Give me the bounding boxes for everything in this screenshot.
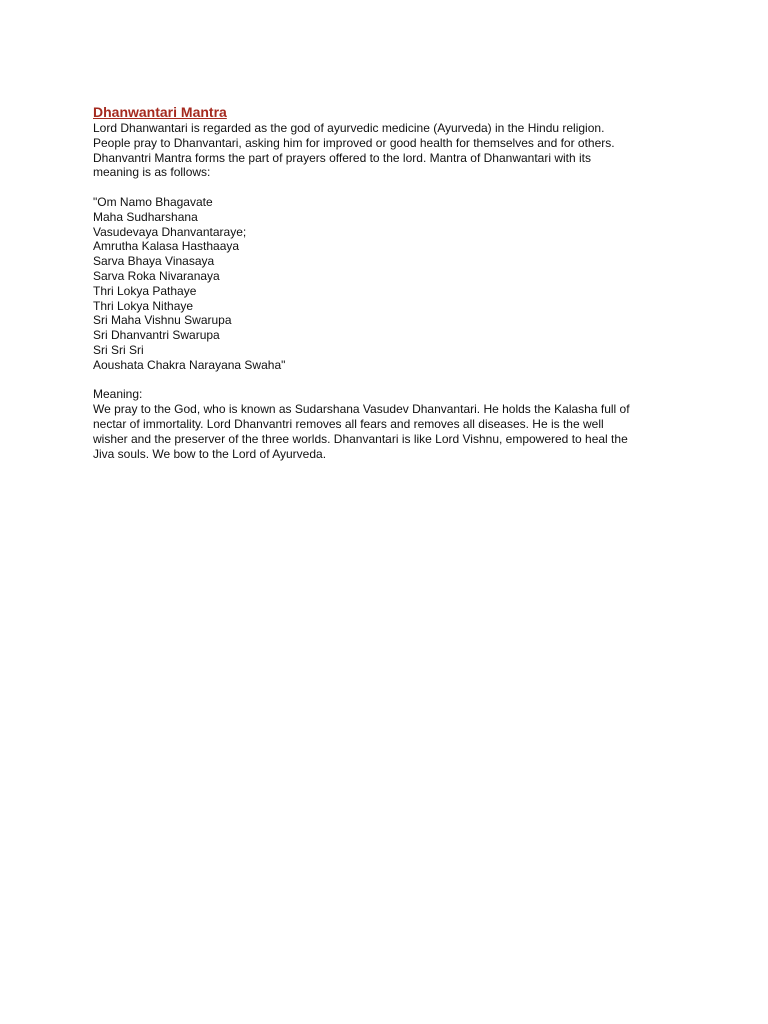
meaning-heading: Meaning: (93, 387, 143, 402)
paragraph-spacer (93, 373, 683, 388)
intro-line: Dhanvantri Mantra forms the part of prayers offered to the lord. Mantra of Dhanwantari with its (93, 150, 592, 165)
mantra-line: Amrutha Kalasa Hasthaaya (93, 239, 240, 254)
intro-paragraph (93, 121, 683, 180)
mantra-line: Aoushata Chakra Narayana Swaha" (93, 357, 286, 372)
mantra-line: Thri Lokya Pathaye (93, 283, 197, 298)
mantra-line: Sarva Roka Nivaranaya (93, 268, 220, 283)
intro-line: Lord Dhanwantari is regarded as the god of ayurvedic medicine (Ayurveda) in the Hindu religion. (93, 121, 605, 135)
mantra-line: Vasudevaya Dhanvantaraye; (93, 224, 247, 239)
mantra-line: Sri Maha Vishnu Swarupa (93, 313, 232, 328)
mantra-line: Sri Sri Sri (93, 342, 144, 357)
document-title: Dhanwantari Mantra (93, 104, 227, 120)
paragraph-spacer (93, 180, 683, 195)
meaning-line: nectar of immortality. Lord Dhanvantri removes all fears and removes all diseases. He is the well (93, 416, 604, 431)
intro-line: meaning is as follows: (93, 165, 211, 180)
meaning-line: wisher and the preserver of the three worlds. Dhanvantari is like Lord Vishnu, empowered to heal the (93, 431, 628, 446)
mantra-line: Thri Lokya Nithaye (93, 298, 194, 313)
mantra-line: "Om Namo Bhagavate (93, 194, 213, 209)
mantra-line: Sarva Bhaya Vinasaya (93, 254, 215, 269)
mantra-line: Maha Sudharshana (93, 209, 198, 224)
meaning-line: Jiva souls. We bow to the Lord of Ayurveda. (93, 446, 327, 461)
mantra-line: Sri Dhanvantri Swarupa (93, 328, 220, 343)
intro-line: People pray to Dhanvantari, asking him for improved or good health for themselves and for others. (93, 135, 615, 150)
meaning-section (93, 387, 683, 461)
mantra-verse (93, 195, 683, 373)
document-page (93, 103, 683, 461)
meaning-line: We pray to the God, who is known as Sudarshana Vasudev Dhanvantari. He holds the Kalasha full of (93, 402, 630, 417)
